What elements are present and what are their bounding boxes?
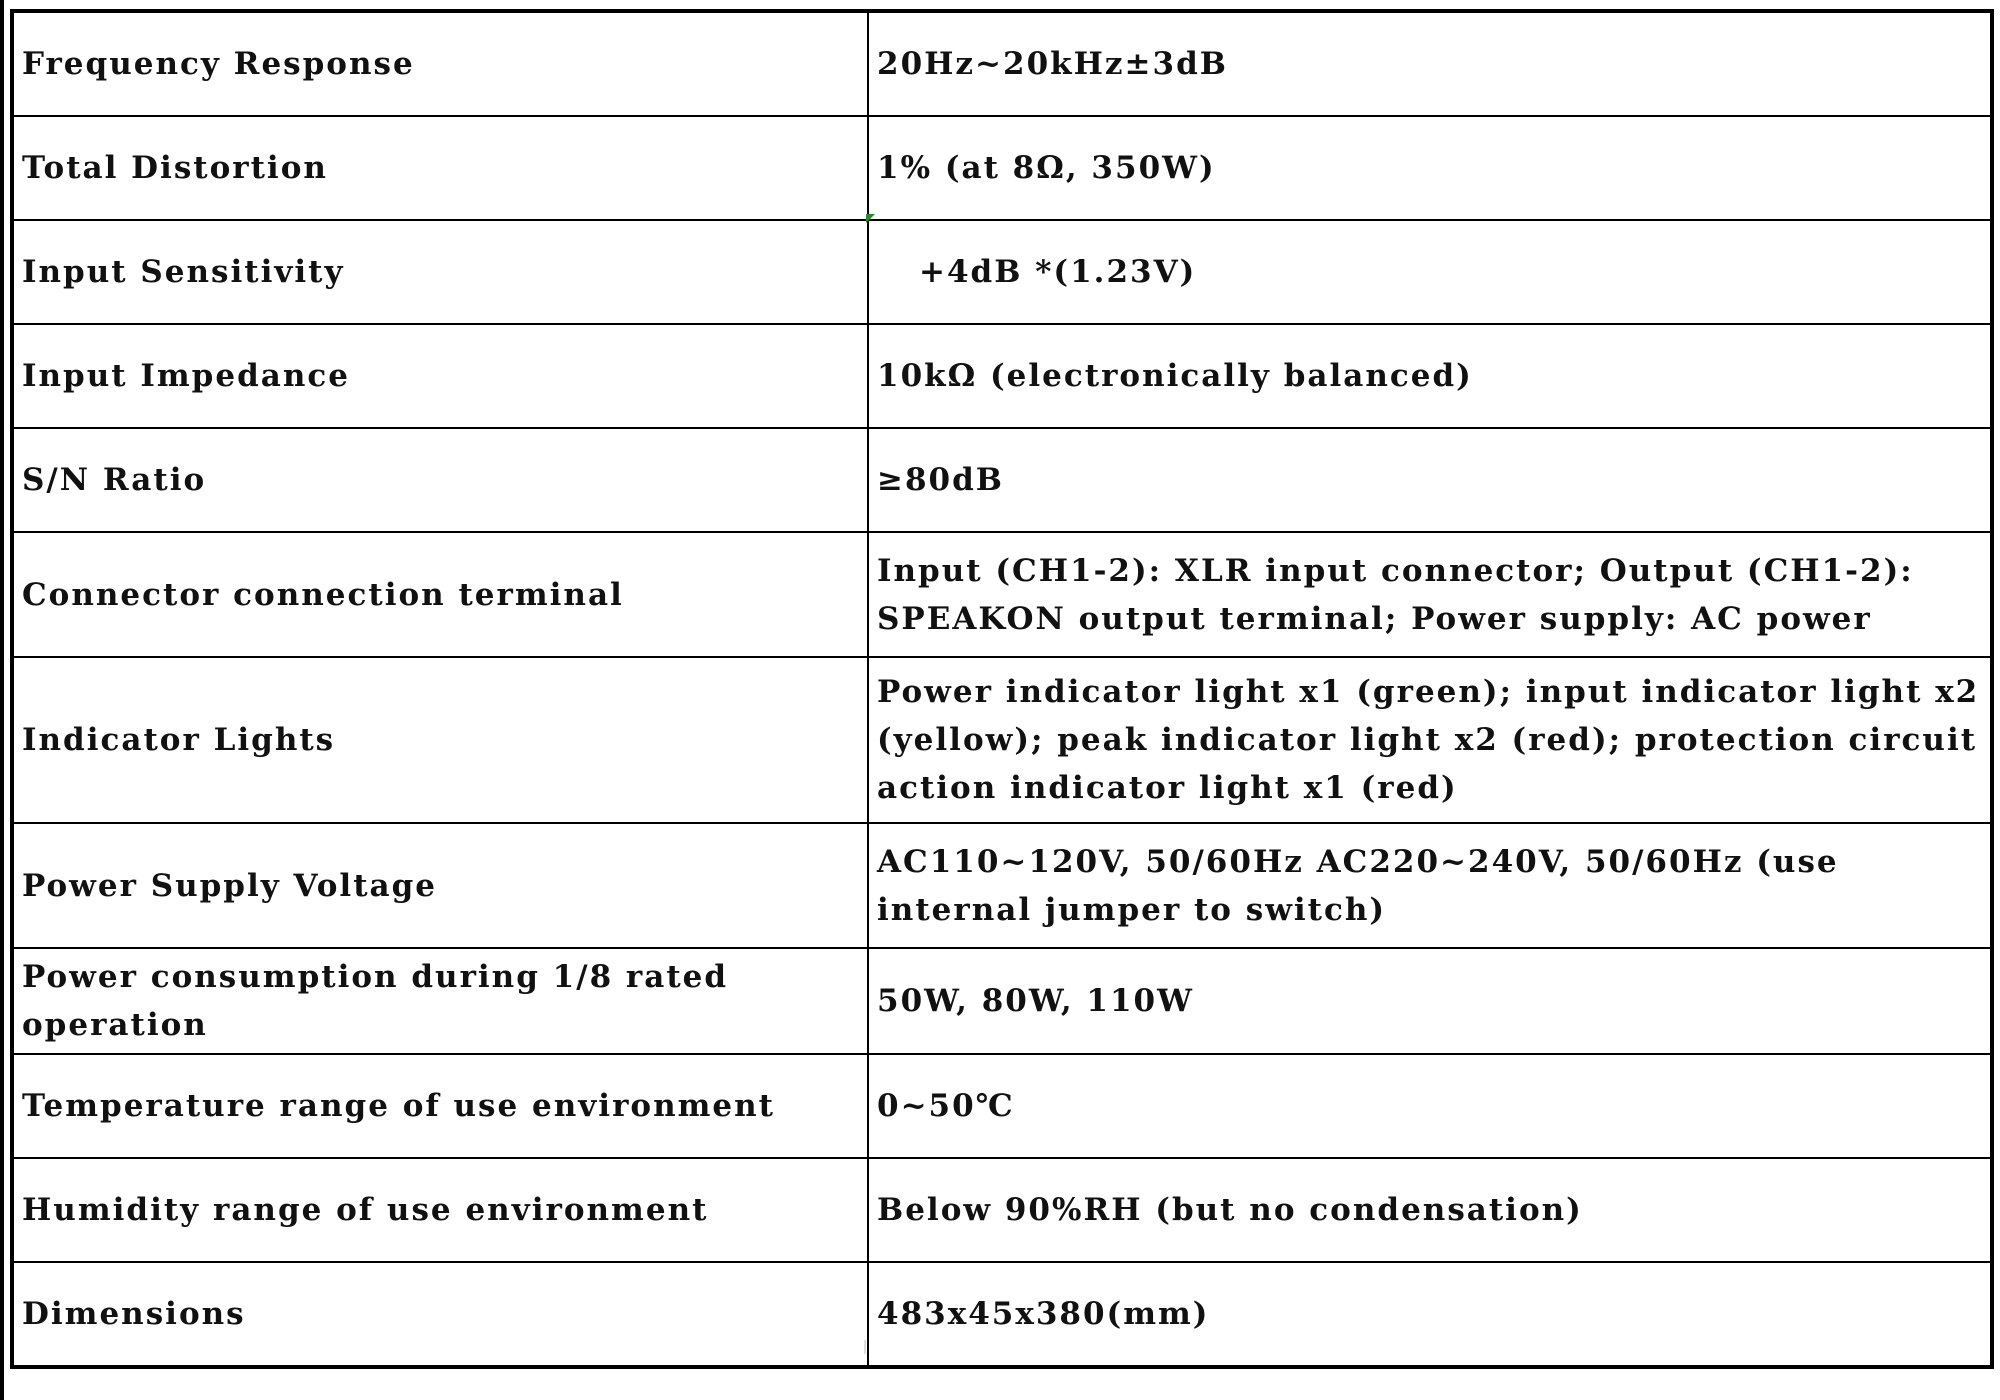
spec-label: Humidity range of use environment xyxy=(12,1158,868,1262)
spec-table xyxy=(10,9,1994,1369)
spec-label: Connector connection terminal xyxy=(12,532,868,657)
spec-label: Power consumption during 1/8 rated operation xyxy=(12,948,868,1054)
spec-label: Temperature range of use environment xyxy=(12,1054,868,1158)
table-row xyxy=(12,428,1992,532)
spec-label: Frequency Response xyxy=(12,11,868,116)
spec-label: Dimensions xyxy=(12,1262,868,1367)
spec-label: S/N Ratio xyxy=(12,428,868,532)
spec-value: Below 90%RH (but no condensation) xyxy=(868,1158,1992,1262)
spec-value: 20Hz~20kHz±3dB xyxy=(868,11,1992,116)
table-row xyxy=(12,116,1992,220)
table-row xyxy=(12,532,1992,657)
spec-value: +4dB *(1.23V) xyxy=(868,220,1992,324)
spec-value: 1% (at 8Ω, 350W) xyxy=(868,116,1992,220)
spec-label: Total Distortion xyxy=(12,116,868,220)
spec-value: 0~50℃ xyxy=(868,1054,1992,1158)
spec-label: Power Supply Voltage xyxy=(12,823,868,948)
table-row xyxy=(12,324,1992,428)
table-row xyxy=(12,1158,1992,1262)
page-left-border xyxy=(0,0,4,1400)
spec-value: 50W, 80W, 110W xyxy=(868,948,1992,1054)
table-row xyxy=(12,1054,1992,1158)
table-row xyxy=(12,11,1992,116)
spec-value: Power indicator light x1 (green); input indicator light x2 (yellow); peak indicator light x2 (red); protection circuit action indicator light x1 (red) xyxy=(868,657,1992,823)
spec-label: Input Impedance xyxy=(12,324,868,428)
spec-value: Input (CH1-2): XLR input connector; Output (CH1-2): SPEAKON output terminal; Power supply: AC power xyxy=(868,532,1992,657)
table-row xyxy=(12,657,1992,823)
spec-label: Input Sensitivity xyxy=(12,220,868,324)
spec-value: 10kΩ (electronically balanced) xyxy=(868,324,1992,428)
table-row xyxy=(12,220,1992,324)
spec-value: ≥80dB xyxy=(868,428,1992,532)
table-row xyxy=(12,823,1992,948)
table-row xyxy=(12,1262,1992,1367)
spec-value: AC110~120V, 50/60Hz AC220~240V, 50/60Hz (use internal jumper to switch) xyxy=(868,823,1992,948)
spec-value: 483x45x380(mm) xyxy=(868,1262,1992,1367)
table-row xyxy=(12,948,1992,1054)
column-divider-stub xyxy=(864,1340,866,1354)
cell-comment-marker xyxy=(866,214,875,223)
spec-label: Indicator Lights xyxy=(12,657,868,823)
